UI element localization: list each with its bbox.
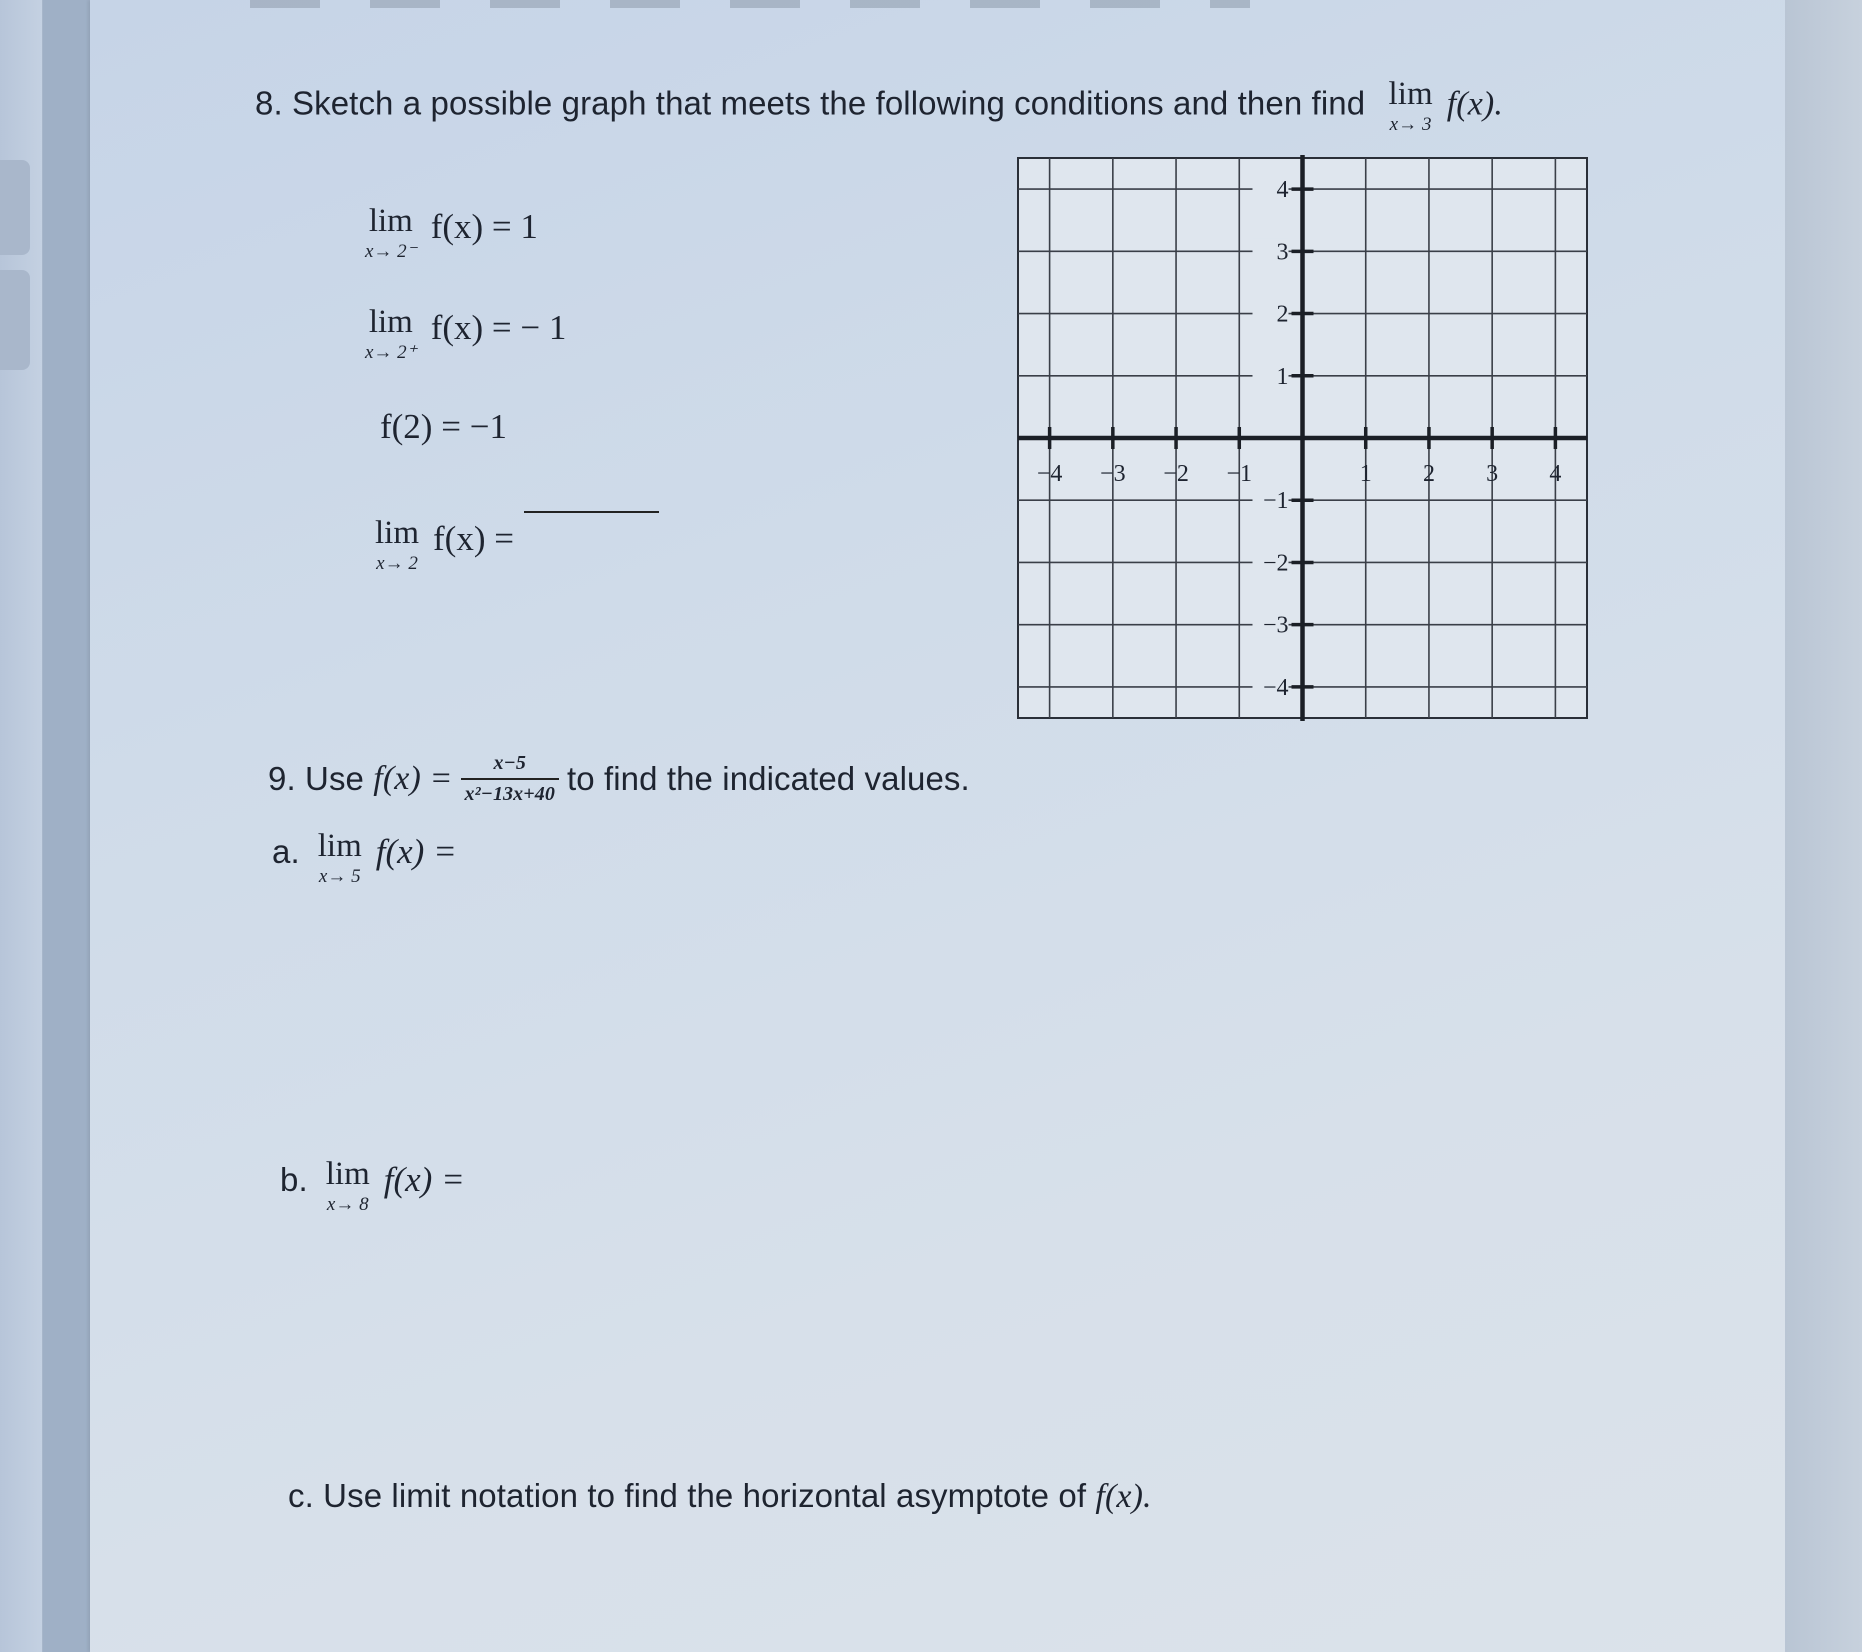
function-expression: f(x). xyxy=(1446,85,1503,123)
sidebar-tab[interactable] xyxy=(0,270,30,370)
left-sidebar-rail xyxy=(0,0,43,1652)
y-tick-label: −1 xyxy=(1262,488,1289,515)
part-b: b. lim x→ 8 f(x) = xyxy=(280,1156,465,1215)
x-tick-label: 4 xyxy=(1549,461,1562,487)
condition-left-limit: lim x→ 2⁻ f(x) = 1 xyxy=(365,203,538,262)
y-tick-label: −2 xyxy=(1262,550,1289,577)
x-tick-label: −1 xyxy=(1226,461,1253,487)
sidebar-tab[interactable] xyxy=(0,160,30,255)
answer-blank[interactable] xyxy=(524,511,659,513)
rational-function: $\frac{x-5}{\text{x²−13x+40}}$ xyxy=(461,752,559,806)
condition-function-value: f(2) = −1 xyxy=(380,407,507,446)
function-definition: f(x) = xyxy=(373,760,453,797)
condition-two-sided-limit: lim x→ 2 f(x) = xyxy=(375,517,659,573)
question-8-prompt xyxy=(255,78,1503,134)
question-text: to find the indicated values. xyxy=(566,760,970,797)
y-tick-label: 3 xyxy=(1276,239,1289,266)
header-fragment xyxy=(250,0,1250,8)
x-tick-label: −4 xyxy=(1036,461,1063,487)
x-tick-label: 2 xyxy=(1422,461,1435,487)
x-tick-label: −3 xyxy=(1100,461,1126,487)
question-text: Sketch a possible graph that meets the following conditions and then find xyxy=(292,84,1366,122)
page-right-margin xyxy=(1785,0,1862,1652)
x-tick-label: 1 xyxy=(1359,461,1372,487)
limit-expression: lim x→ 3 xyxy=(1388,76,1433,135)
coordinate-grid[interactable] xyxy=(1015,155,1590,721)
question-use: Use xyxy=(305,760,365,797)
y-tick-label: −3 xyxy=(1262,612,1289,639)
y-tick-label: 2 xyxy=(1276,301,1289,328)
part-a: a. lim x→ 5 f(x) = xyxy=(272,828,457,887)
condition-right-limit: lim x→ 2⁺ f(x) = − 1 xyxy=(365,304,567,363)
x-tick-label: −2 xyxy=(1163,461,1189,487)
question-number: 9. xyxy=(268,760,296,797)
question-number: 8. xyxy=(255,84,283,122)
question-9-prompt xyxy=(268,752,970,806)
y-tick-label: 4 xyxy=(1276,177,1289,204)
y-tick-label: 1 xyxy=(1276,363,1289,390)
x-tick-label: 3 xyxy=(1486,461,1499,487)
part-c: c. Use limit notation to find the horizontal asymptote of f(x). xyxy=(288,1477,1152,1515)
y-tick-label: −4 xyxy=(1262,674,1289,701)
